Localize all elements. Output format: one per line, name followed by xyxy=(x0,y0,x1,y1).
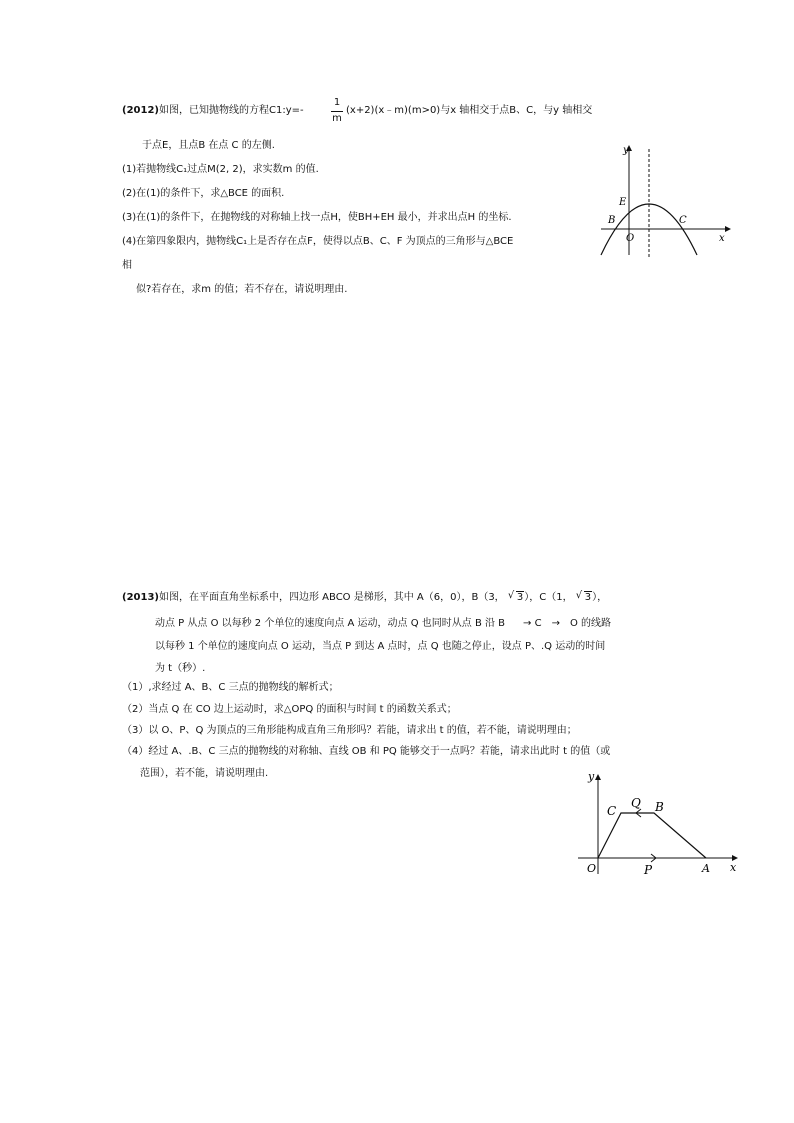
problem-2013-q1: （1）,求经过 A、B、C 三点的抛物线的解析式； xyxy=(122,682,339,693)
label-x: x xyxy=(719,233,725,244)
problem-2013-stem-a: 如图，在平面直角坐标系中，四边形 ABCO 是梯形，其中 A（6，0），B（3， xyxy=(158,592,505,603)
problem-2012-stem-a: 如图，已知抛物线的方程C1:y=- xyxy=(158,105,304,116)
label-P: P xyxy=(644,863,653,877)
problem-2013-q2: （2）当点 Q 在 CO 边上运动时，求△OPQ 的面积与时间 t 的函数关系式； xyxy=(122,704,457,715)
problem-2013-stem-b: ），C（1， xyxy=(524,592,573,603)
problem-2013-stem-d-line xyxy=(155,617,611,631)
label-O: O xyxy=(626,233,635,244)
problem-2013-stem-c: ）， xyxy=(592,592,608,603)
label-y: y xyxy=(588,770,595,783)
problem-2013-tag: (2013) xyxy=(122,592,159,603)
problem-2013-q3: （3）以 O、P、Q 为顶点的三角形能构成直角三角形吗？若能，请求出 t 的值，若不能，请说明理由； xyxy=(122,725,577,736)
arrow-c-to-o: → xyxy=(551,618,560,629)
problem-2013-stem-line1 xyxy=(122,591,607,605)
problem-2013-stem-e: O 的线路 xyxy=(569,618,612,629)
sqrt-3-first: √ 3 xyxy=(507,590,524,603)
parabola-figure xyxy=(597,143,733,261)
problem-2012-q4c: 似?若存在，求m 的值；若不存在，请说明理由. xyxy=(136,284,348,295)
label-O: O xyxy=(587,862,597,875)
problem-2013-stem-d: 动点 P 从点 O 以每秒 2 个单位的速度向点 A 运动，动点 Q 也同时从点 B 沿 B xyxy=(155,618,506,629)
problem-2012-fraction xyxy=(331,97,343,127)
problem-2012-tag: (2012) xyxy=(122,105,159,116)
problem-2012-q4a: (4)在第四象限内，抛物线C₁上是否存在点F，使得以点B、C、F 为顶点的三角形与△BCE xyxy=(122,236,514,247)
sqrt-3-second: √ 3 xyxy=(575,590,592,603)
label-B: B xyxy=(608,215,616,226)
label-E: E xyxy=(619,197,627,208)
problem-2012-stem-c: 于点E，且点B 在点 C 的左侧. xyxy=(142,140,275,151)
problem-2013-stem-f: 以每秒 1 个单位的速度向点 O 运动，当点 P 到达 A 点时，点 Q 也随之停止，设点 P、.Q 运动的时间 xyxy=(155,641,606,652)
problem-2012-stem-b: (x+2)(x﹣m)(m>0)与x 轴相交于点B、C，与y 轴相交 xyxy=(346,105,593,116)
problem-2012-stem-line1 xyxy=(122,104,304,118)
trapezoid-figure xyxy=(576,770,742,880)
label-Q: Q xyxy=(631,796,641,810)
trapezoid-outline xyxy=(598,813,706,858)
y-axis-arrow xyxy=(595,774,601,780)
label-C: C xyxy=(607,804,617,818)
label-A: A xyxy=(702,862,710,875)
problem-2012-q1: (1)若抛物线C₁过点M(2, 2)，求实数m 的值. xyxy=(122,164,319,175)
problem-2012-q3: (3)在(1)的条件下，在抛物线的对称轴上找一点H，使BH+EH 最小，并求出点H 的坐标. xyxy=(122,212,512,223)
problem-2012-q2: (2)在(1)的条件下，求△BCE 的面积. xyxy=(122,188,285,199)
problem-2012-q4b: 相 xyxy=(122,260,132,271)
x-axis-arrow xyxy=(725,226,731,232)
arrow-b-to-c: → C xyxy=(523,618,542,629)
fraction-bar xyxy=(331,111,343,112)
problem-2013-stem-g: 为 t（秒）. xyxy=(155,663,206,674)
fraction-numerator: 1 xyxy=(333,97,341,108)
problem-2013-q4b: 范围），若不能，请说明理由. xyxy=(140,768,269,779)
label-y: y xyxy=(623,145,629,156)
label-B: B xyxy=(655,800,664,814)
label-C: C xyxy=(679,215,687,226)
label-x: x xyxy=(730,861,737,874)
fraction-denominator: m xyxy=(332,113,342,124)
problem-2013-q4a: （4）经过 A、.B、C 三点的抛物线的对称轴、直线 OB 和 PQ 能够交于一点吗？若能，请求出此时 t 的值（或 xyxy=(122,746,611,757)
